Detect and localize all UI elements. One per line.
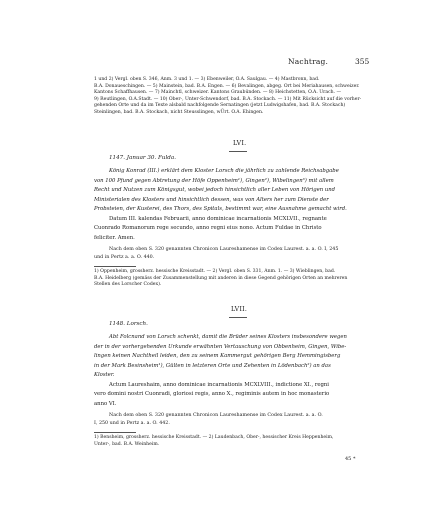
footnote-divider xyxy=(94,266,136,267)
page-number: 355 xyxy=(355,57,370,66)
source-line: und in Pertz a. a. O. 440. xyxy=(94,255,155,260)
regest-line: Kloster. xyxy=(94,372,115,378)
regest-line: der in der vorhergehenden Urkunde erwähnten Vertauschung von Obbenheim, Gingen, Wibe- xyxy=(94,343,347,350)
top-footnote-line: Kantons Schaffhausen. — 7) Mainchtl, schweizer. Kantons Graubünden. — 8) Heichstetten, O.A. Urach. — xyxy=(94,90,342,95)
charter-text-line: anno VI. xyxy=(94,400,117,407)
footnote-divider xyxy=(94,432,136,433)
regest-line: Probsteien, der Kusterei, des Thors, des Spitals, bestimmt war, eine Ausnahme gemacht wird. xyxy=(94,206,347,212)
charter-text-line: Cuonrado Romanorum rege secundo, anno regni eius nono. Actum Fuldae in Christo xyxy=(94,225,322,231)
regest-line: Abt Folcnand von Lorsch schenkt, damit die Brüder seines Klosters insbesondere wegen xyxy=(109,334,347,340)
section-date-line: 1148. Lorsch. xyxy=(109,321,148,327)
section-date-line: 1147. Januar 30. Fulda. xyxy=(109,155,177,161)
source-line: Nach dem oben S. 320 genannten Chronicon Laureshamense im Codex Laurest. a. a. O. xyxy=(109,413,323,418)
footnote-line: B.A. Heidelberg (gemäss der Zusammenstellung mit anderen in diese Gegend gehörigen Orten an mehreren xyxy=(94,275,348,281)
regest-line: von 100 Pfund gegen Abtretung der Höfe Oppenheim¹), Gingen²), Wibelingen³) mit allem xyxy=(94,177,334,184)
footnote-line: Unter-, bad. B.A. Weinheim. xyxy=(94,441,160,447)
source-line: Nach dem oben S. 320 genannten Chronicon Laureshamense im Codex Laurest. a. a. O. I, 245 xyxy=(109,247,339,252)
section-number: LVI. xyxy=(233,140,247,147)
section-number: LVII. xyxy=(231,306,248,313)
top-footnote-line: Steinlingen, bad. B.A. Stockach, nicht Steusslingen, wÜrt. O.A. Ehingen. xyxy=(94,109,264,115)
signature-mark: 45 * xyxy=(345,456,356,462)
footnote-line: 1) Bensheim, grossherz. hessische Kreisstadt. — 2) Laudenbach, Ober-, hessischer Kreis Heppenheim, xyxy=(94,435,334,440)
charter-text-line: Datum III. kalendas Februarii, anno dominicae incarnationis MCXLVII., regnante xyxy=(109,215,327,222)
top-footnote-line: 9) Reutlingen, O.A.Stadt. — 10) Ober-, Unter-Schwendorf, bad. B.A. Stockach. — 11) Mit Rücksicht auf die vorher- xyxy=(94,96,362,102)
footnote-line: 1) Oppenheim, grossherz. hessische Kreisstadt. — 2) Vergl. oben S. 331, Anm. 1. — 3) Wieblingen, bad. xyxy=(94,269,336,274)
source-line: I, 250 und in Pertz a. a. O. 442. xyxy=(94,421,170,426)
regest-line: in der Mark Besinsheim¹), Gülten in letzteren Orte und Zehenten in Lödenbach²) an das xyxy=(94,362,331,369)
regest-line: König Konrad (III.) erklärt dem Kloster Lorsch die jährlich zu zahlende Reichsabgabe xyxy=(109,168,339,174)
top-footnote-line: B.A. Donaueschingen. — 5) Mainstein, bad. B.A. Engen. — 6) Bevalingen, abgeg. Ort bei Meriahausen, schweizer. xyxy=(94,83,360,89)
charter-text-line: vero domini nostri Cuonradi, gloriosi regis, anno X., regiminis autem in hoc monasterio xyxy=(94,391,330,397)
regest-line: Recht und Nutzen zum Königsgut, wobei jedoch hinsichtlich aller Leben von Hörigen und xyxy=(94,187,336,193)
footnote-line: Stellen des Lorscher Codex). xyxy=(94,282,162,287)
regest-line: lingen keinen Nachtheil leiden, den zu seinem Kammergut gehörigen Berg Hemmingisberg xyxy=(94,353,341,359)
top-footnote-line: gehenden Orte und da im Texte alsbald nachfolgende Sernatingen (jetzt Ludwigshafen, bad. B.A. Stockach) xyxy=(94,103,346,108)
regest-line: Ministerialen des Klosters und hinsichtlich dessen, was von Alters her zum Dienste der xyxy=(94,196,329,203)
section-divider xyxy=(229,317,247,318)
section-divider xyxy=(229,151,247,152)
charter-text-line: Actum Laureshaim, anno dominicae incarnationis MCXLVIII., indictione XI., regni xyxy=(109,381,329,388)
running-title: Nachtrag. xyxy=(288,57,329,66)
top-footnote-line: 1 und 2) Vergl. oben S. 346, Anm. 3 und 1. — 3) Ebenweiler, O.A. Saulgau. — 4) Mastbronn, bad. xyxy=(94,77,320,82)
charter-text-line: feliciter. Amen. xyxy=(94,234,135,241)
